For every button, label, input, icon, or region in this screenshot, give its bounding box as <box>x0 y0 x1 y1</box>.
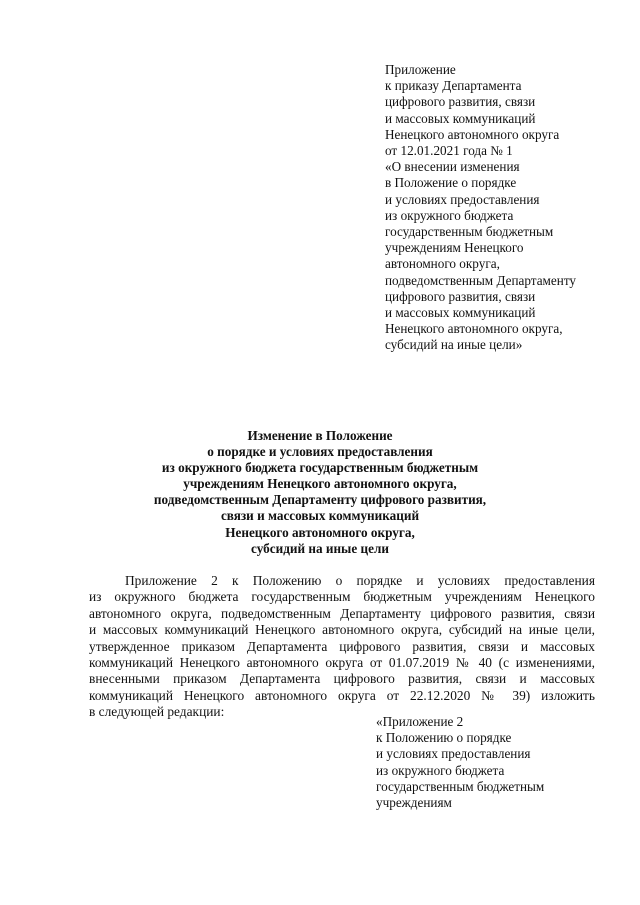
appendix-header-line: цифрового развития, связи <box>385 288 536 304</box>
appendix-2-line: «Приложение 2 <box>376 714 464 729</box>
appendix-2-line: и условиях предоставления <box>376 746 531 762</box>
title-line: субсидий на иные цели <box>251 540 389 556</box>
appendix-header-line: подведомственным Департаменту <box>385 272 576 288</box>
appendix-header-line: и массовых коммуникаций <box>385 305 536 321</box>
body-line: Приложение 2 к Положению о порядке и условиях предоставления <box>125 573 595 588</box>
appendix-2-header <box>376 714 606 811</box>
appendix-header-line: Ненецкого автономного округа, <box>385 321 563 337</box>
appendix-header-line: из окружного бюджета <box>385 207 514 223</box>
body-line: в следующей редакции: <box>89 704 225 720</box>
title-line: учреждениям Ненецкого автономного округа, <box>183 476 457 492</box>
appendix-2-line: из окружного бюджета <box>376 762 505 778</box>
body-line: утвержденное приказом Департамента цифрового развития, связи и массовых <box>89 638 595 654</box>
appendix-header <box>385 62 615 354</box>
appendix-header-line: автономного округа, <box>385 256 500 272</box>
appendix-header-line: государственным бюджетным <box>385 224 554 240</box>
appendix-header-line: Ненецкого автономного округа <box>385 126 560 142</box>
body-paragraph <box>89 573 595 721</box>
appendix-header-line: цифрового развития, связи <box>385 94 536 110</box>
title-line: о порядке и условиях предоставления <box>207 444 433 460</box>
appendix-header-line: «О внесении изменения <box>385 159 520 175</box>
title-line: Изменение в Положение <box>247 428 393 443</box>
title-line: Ненецкого автономного округа, <box>225 524 415 540</box>
appendix-header-line: от 12.01.2021 года № 1 <box>385 143 513 159</box>
appendix-header-line: Приложение <box>385 62 456 77</box>
body-line: и массовых коммуникаций Ненецкого автономного округа, субсидий на иные цели, <box>89 622 595 638</box>
appendix-header-line: и условиях предоставления <box>385 191 540 207</box>
body-line: внесенными приказом Департамента цифрового развития, связи и массовых <box>89 671 595 687</box>
title-line: из окружного бюджета государственным бюджетным <box>161 460 479 476</box>
appendix-2-line: к Положению о порядке <box>376 730 512 746</box>
appendix-header-line: учреждениям Ненецкого <box>385 240 524 256</box>
appendix-header-line: к приказу Департамента <box>385 78 522 94</box>
body-line: из окружного бюджета государственным бюджетным учреждениям Ненецкого <box>89 589 595 605</box>
title-line: подведомственным Департаменту цифрового развития, <box>153 492 487 508</box>
document-title <box>60 428 580 557</box>
appendix-header-line: субсидий на иные цели» <box>385 337 523 353</box>
appendix-2-line: государственным бюджетным <box>376 778 545 794</box>
appendix-header-line: в Положение о порядке <box>385 175 517 191</box>
body-line: коммуникаций Ненецкого автономного округа от 22.12.2020 № 39) изложить <box>89 687 595 703</box>
title-line: связи и массовых коммуникаций <box>220 508 420 524</box>
appendix-2-line: учреждениям <box>376 795 452 811</box>
body-line: автономного округа, подведомственным Департаменту цифрового развития, связи <box>89 605 595 621</box>
body-line: коммуникаций Ненецкого автономного округа от 01.07.2019 № 40 (с изменениями, <box>89 655 595 671</box>
appendix-header-line: и массовых коммуникаций <box>385 110 536 126</box>
